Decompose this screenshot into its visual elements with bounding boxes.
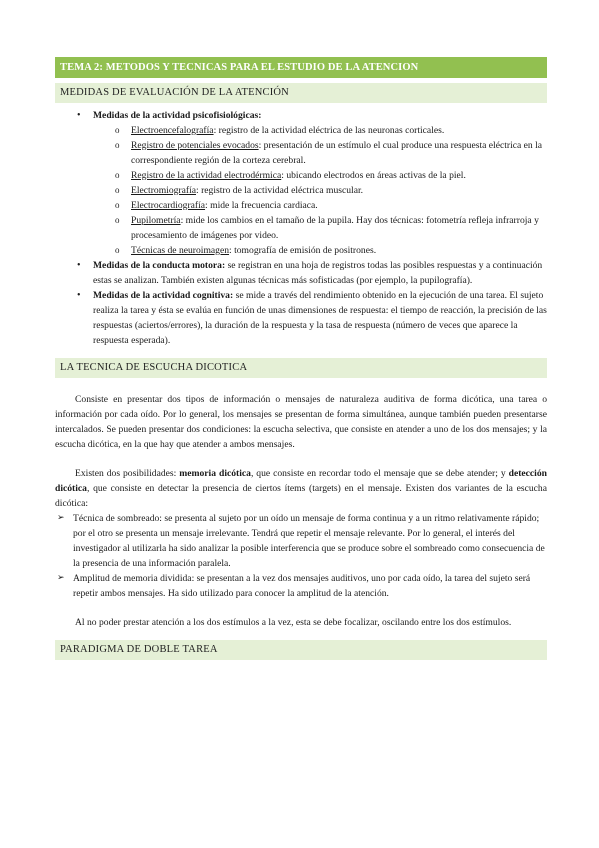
list-item-conducta-motora (55, 258, 547, 288)
sub-item-emg (93, 183, 547, 198)
bullet-text: se mide a través del rendimiento obtenido en la ejecución de una tarea. El sujeto realiza la tarea y ésta se evalúa en función de unas dimensiones de respuesta: el tiempo de reacción, la precisión de las respuestas (aciertos/errores), la duración de la respuesta y la tasa de respuesta (número de veces que aparece la respuesta esperada). (93, 290, 547, 346)
paragraph-focalizar: Al no poder prestar atención a los dos estímulos a la vez, esta se debe focalizar, oscilando entre los dos estímulos. (75, 617, 512, 628)
term-memoria-dicotica: memoria dicótica (179, 468, 251, 479)
term: Registro de potenciales evocados (131, 140, 259, 151)
sub-item-neuroimagen (93, 243, 547, 258)
list-item-actividad-cognitiva (55, 288, 547, 348)
term: Técnicas de neuroimagen (131, 245, 230, 256)
paragraph-dicotica-intro: Consiste en presentar dos tipos de información o mensajes de naturaleza auditiva de forma dicótica, una tarea o información por cada oído. Por lo general, los mensajes se presentan de forma simultánea, aunque también pueden presentarse intercalados. Se pueden presentar dos condiciones: la escucha selectiva, que consiste en atender a uno de los dos mensajes; y la escucha dicótica, en la que hay que atender a ambos mensajes. (55, 394, 547, 450)
text-run: Existen dos posibilidades: (75, 468, 180, 479)
document-title: TEMA 2: METODOS Y TECNICAS PARA EL ESTUDIO DE LA ATENCION (55, 57, 547, 78)
paragraph-posibilidades (55, 466, 547, 511)
sub-item-ecg (93, 198, 547, 213)
psico-sublist (93, 123, 547, 258)
definition: : presentación de un estímulo el cual produce una respuesta eléctrica en la correspondiente región de la corteza cerebral. (131, 140, 543, 166)
list-item-psicofisiologicas (55, 108, 547, 258)
sub-item-eeg (93, 123, 547, 138)
term: Registro de la actividad electrodérmica (131, 170, 282, 181)
term: Electromiografía (131, 185, 196, 196)
text-run: , que consiste en recordar todo el mensaje que se debe atender; y (250, 468, 509, 479)
term: Electroencefalografía (131, 125, 214, 136)
bullet-label: Medidas de la actividad cognitiva: (93, 290, 234, 301)
definition: : mide los cambios en el tamaño de la pupila. Hay dos técnicas: fotometría refleja infrarroja y procesamiento de imágenes por video. (131, 215, 539, 241)
definition: : ubicando electrodos en áreas activas de la piel. (281, 170, 466, 181)
definition: : tomografía de emisión de positrones. (229, 245, 377, 256)
definition: : mide la frecuencia cardiaca. (205, 200, 318, 211)
term-deteccion-dicotica: detección dicótica (55, 468, 547, 494)
section-heading-doble-tarea: PARADIGMA DE DOBLE TAREA (55, 640, 547, 660)
bullet-label: Medidas de la actividad psicofisiológicas: (93, 110, 262, 121)
variant-item-amplitud: ➢ Amplitud de memoria dividida: se presentan a la vez dos mensajes auditivos, uno por cada oído, la tarea del sujeto será repetir ambos mensajes. Ha sido utilizado para conocer la amplitud de la atención. (55, 571, 547, 601)
sub-item-electrodermica (93, 168, 547, 183)
medidas-list (55, 108, 547, 348)
section-heading-medidas: MEDIDAS DE EVALUACIÓN DE LA ATENCIÓN (55, 83, 547, 103)
term: Electrocardiografía (131, 200, 206, 211)
term: Pupilometría (131, 215, 181, 226)
section-heading-dicotica: LA TECNICA DE ESCUCHA DICOTICA (55, 358, 547, 378)
bullet-text: se registran en una hoja de registros todas las posibles respuestas y a continuación estas se analizan. También existen algunas técnicas más sofisticadas (por ejemplo, la pupilografía). (93, 260, 543, 286)
variant-item-sombreado: ➢ Técnica de sombreado: se presenta al sujeto por un oído un mensaje de forma continua y a un ritmo relativamente rápido; por el otro se presenta un mensaje irrelevante. Tendrá que repetir el mensaje relevante. Por lo general, el interés del investigador al utilizarla ha sido analizar la posible interferencia que se produce sobre el sombreado como consecuencia de la presencia de una información paralela. (55, 511, 547, 571)
sub-item-pupilometria (93, 213, 547, 243)
definition: : registro de la actividad eléctrica muscular. (196, 185, 364, 196)
bullet-label: Medidas de la conducta motora: (93, 260, 226, 271)
sub-item-potenciales (93, 138, 547, 168)
document-page (55, 57, 547, 660)
variants-list (55, 511, 547, 601)
text-run: , que consiste en detectar la presencia de ciertos ítems (targets) en el mensaje. Existen dos variantes de la escucha dicótica: (55, 483, 547, 509)
definition: : registro de la actividad eléctrica de las neuronas corticales. (213, 125, 445, 136)
